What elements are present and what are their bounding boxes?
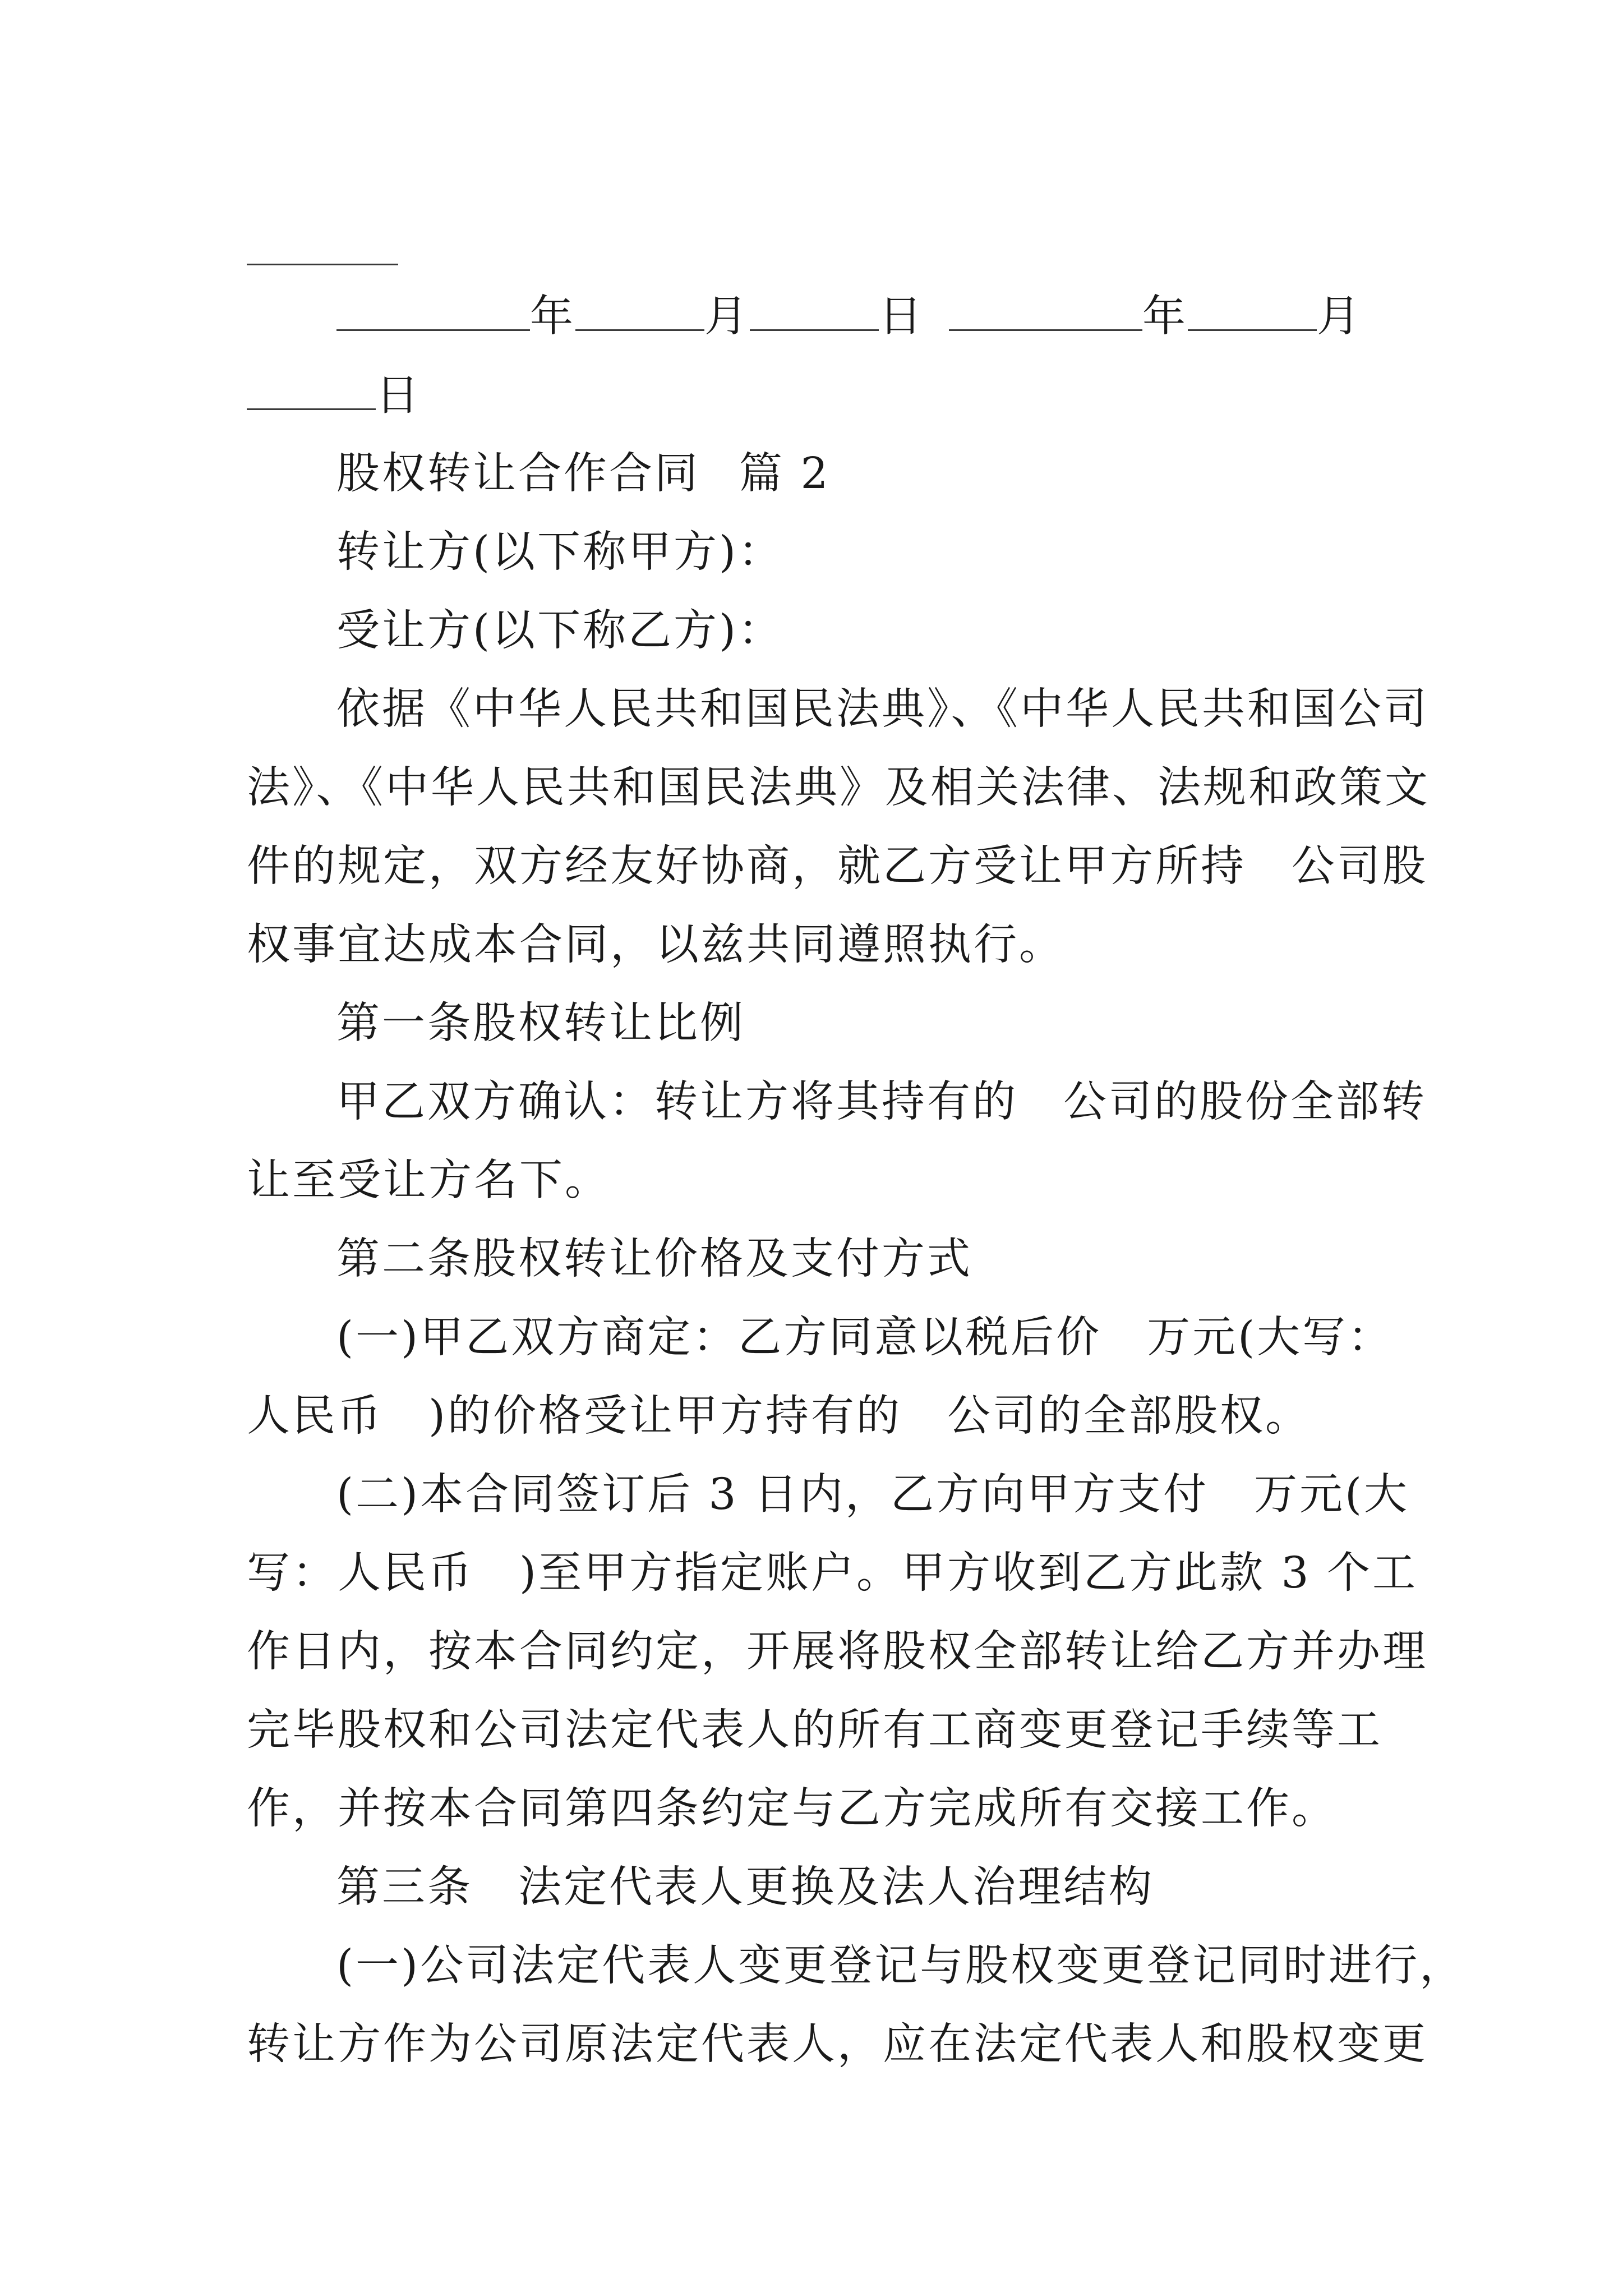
article-2-clause-2-line: 写：人民币 )至甲方指定账户。甲方收到乙方此款 3 个工 [247,1548,1418,1598]
article-2-clause-2-line: 完毕股权和公司法定代表人的所有工商变更登记手续等工 [247,1705,1382,1755]
month-blank [1188,292,1317,331]
day-label: 日 [376,371,421,421]
article-1-line: 让至受让方名下。 [247,1156,610,1205]
article-2-clause-2-line: (二)本合同签订后 3 日内，乙方向甲方支付 万元(大 [336,1470,1410,1520]
article-2-title: 第二条股权转让价格及支付方式 [336,1234,972,1284]
year-blank [949,292,1142,331]
article-3-title: 第三条 法定代表人更换及法人治理结构 [336,1862,1154,1912]
article-3-clause-1-line: 转让方作为公司原法定代表人，应在法定代表人和股权变更 [247,2019,1428,2069]
article-1-title: 第一条股权转让比例 [336,999,745,1048]
article-3-clause-1-line: (一)公司法定代表人变更登记与股权变更登记同时进行， [336,1941,1465,1991]
signature-rule [247,264,398,265]
article-1-line: 甲乙双方确认：转让方将其持有的 公司的股份全部转 [336,1077,1427,1127]
signature-date-row-continued [247,371,421,421]
day-label: 日 [879,292,924,342]
month-label: 月 [704,292,750,342]
article-2-clause-1-line: 人民币 )的价格受让甲方持有的 公司的全部股权。 [247,1391,1311,1441]
intro-line: 依据《中华人民共和国民法典》、《中华人民共和国公司 [336,684,1429,734]
day-blank [247,371,376,410]
year-label: 年 [1142,292,1188,342]
intro-line: 法》、《中华人民共和国民法典》及相关法律、法规和政策文 [247,763,1430,813]
year-label: 年 [530,292,575,342]
transferee-label: 受让方(以下称乙方)： [336,606,784,656]
month-blank [575,292,704,331]
intro-line: 件的规定，双方经友好协商，就乙方受让甲方所持 公司股 [247,841,1428,891]
contract-part: 篇 2 [739,449,831,499]
contract-title: 股权转让合作合同 [336,449,700,499]
contract-heading [336,449,830,499]
article-2-clause-1-line: (一)甲乙双方商定：乙方同意以税后价 万元(大写： [336,1313,1394,1363]
article-2-clause-2-line: 作日内，按本合同约定，开展将股权全部转让给乙方并办理 [247,1627,1428,1677]
transferor-label: 转让方(以下称甲方)： [336,527,784,577]
intro-line: 权事宜达成本合同，以兹共同遵照执行。 [247,920,1064,970]
article-2-clause-2-line: 作，并按本合同第四条约定与乙方完成所有交接工作。 [247,1784,1337,1834]
year-blank [336,292,530,331]
signature-date-row [336,292,1362,342]
month-label: 月 [1317,292,1362,342]
day-blank [750,292,879,331]
